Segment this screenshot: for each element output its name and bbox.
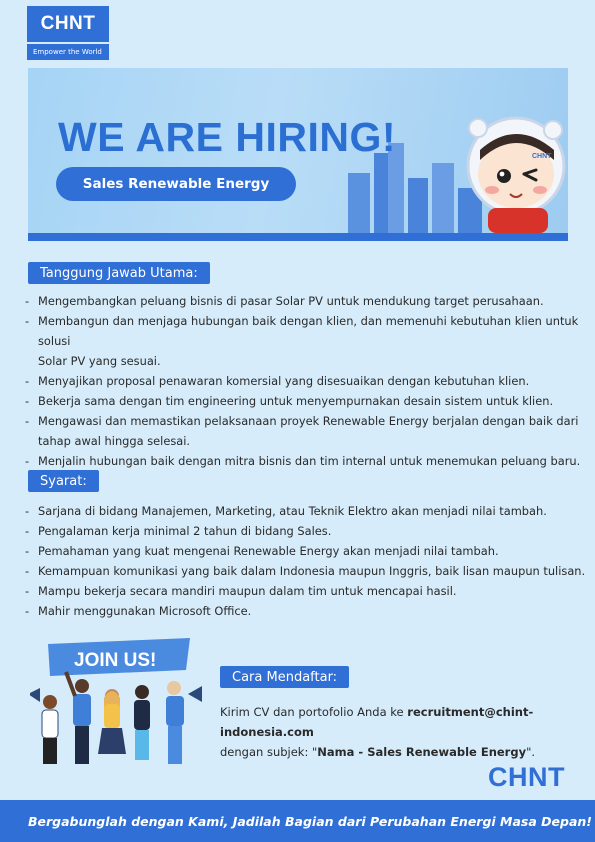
requirements-heading: Syarat: <box>28 470 99 492</box>
list-item: - Pengalaman kerja minimal 2 tahun di bidang Sales. <box>25 521 585 541</box>
list-item: - Mengembangkan peluang bisnis di pasar Solar PV untuk mendukung target perusahaan. <box>25 291 595 311</box>
brand-logo <box>27 6 109 60</box>
join-us-sign: JOIN US! <box>74 650 157 671</box>
role-pill: Sales Renewable Energy <box>56 167 296 201</box>
list-item: - Sarjana di bidang Manajemen, Marketing, atau Teknik Elektro akan menjadi nilai tambah. <box>25 501 585 521</box>
mascot-illustration <box>458 108 568 233</box>
list-item: - Mengawasi dan memastikan pelaksanaan proyek Renewable Energy berjalan dengan baik dari <box>25 411 595 431</box>
list-item-continuation: Solar PV yang sesuai. <box>38 354 161 368</box>
responsibilities-list <box>25 291 595 471</box>
brand-tagline: Empower the World <box>27 44 109 60</box>
list-item: - Membangun dan menjaga hubungan baik dengan klien, dan memenuhi kebutuhan klien untuk solusi <box>25 311 595 351</box>
join-us-illustration <box>30 636 210 786</box>
list-item: - Mahir menggunakan Microsoft Office. <box>25 601 585 621</box>
banner-stripe <box>28 233 568 241</box>
recruitment-email-link[interactable]: recruitment@chint-indonesia.com <box>220 705 534 739</box>
list-item: - Menjalin hubungan baik dengan mitra bisnis dan tim internal untuk menemukan peluang baru. <box>25 451 595 471</box>
list-item: - Mampu bekerja secara mandiri maupun dalam tim untuk mencapai hasil. <box>25 581 585 601</box>
apply-line2-prefix: dengan subjek: " <box>220 745 318 759</box>
apply-line1-prefix: Kirim CV dan portofolio Anda ke <box>220 705 408 719</box>
apply-heading: Cara Mendaftar: <box>220 666 349 688</box>
apply-line2-suffix: ". <box>526 745 536 759</box>
hiring-title: WE ARE HIRING! <box>58 114 397 160</box>
footer-text: Bergabunglah dengan Kami, Jadilah Bagian dari Perubahan Energi Masa Depan! <box>28 813 592 829</box>
list-item-continuation: tahap awal hingga selesai. <box>38 434 191 448</box>
responsibilities-heading: Tanggung Jawab Utama: <box>28 262 210 284</box>
footer-banner <box>0 800 595 842</box>
brand-logo-bottom: CHNT <box>488 762 565 792</box>
requirements-list <box>25 501 585 621</box>
email-subject: Nama - Sales Renewable Energy <box>317 745 527 759</box>
hiring-banner <box>28 68 568 241</box>
list-item: - Pemahaman yang kuat mengenai Renewable Energy akan menjadi nilai tambah. <box>25 541 585 561</box>
list-item: - Bekerja sama dengan tim engineering untuk menyempurnakan desain sistem untuk klien. <box>25 391 595 411</box>
mascot-badge: CHNT <box>532 153 552 160</box>
list-item: - Kemampuan komunikasi yang baik dalam Indonesia maupun Inggris, baik lisan maupun tulisan. <box>25 561 585 581</box>
brand-logo-wordmark: CHNT <box>27 6 109 42</box>
apply-instructions <box>220 702 580 762</box>
list-item: - Menyajikan proposal penawaran komersial yang disesuaikan dengan kebutuhan klien. <box>25 371 595 391</box>
